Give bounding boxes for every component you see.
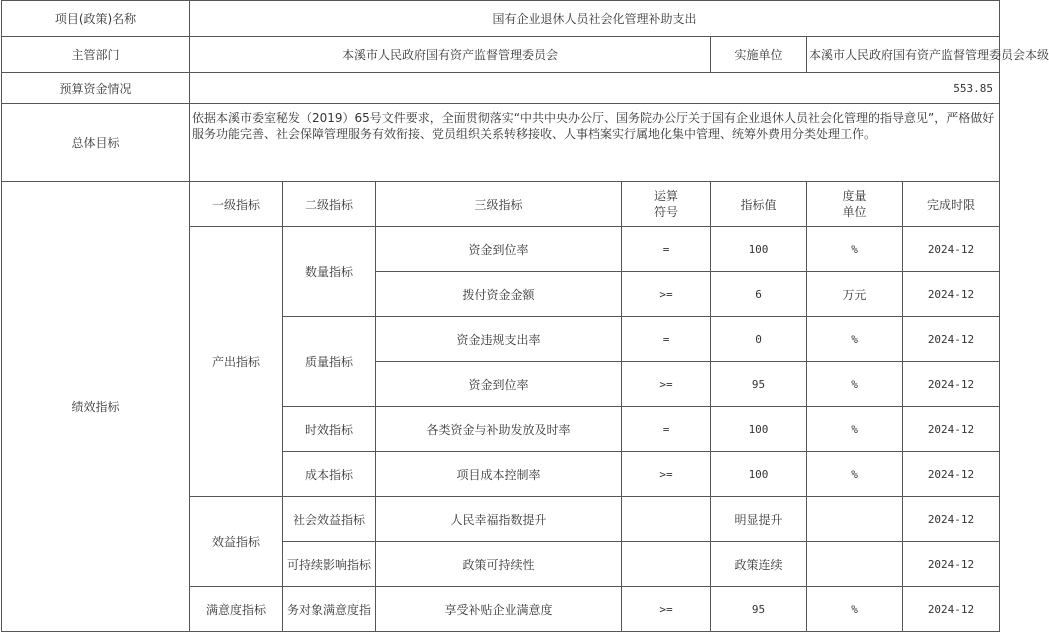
department-row [2,37,1000,73]
metric-unit [807,497,903,542]
metric-value: 100 [711,452,807,497]
metric-deadline: 2024-12 [903,542,1000,587]
goal-row [2,104,1000,182]
header-level2: 二级指标 [283,182,376,227]
metric-value: 95 [711,362,807,407]
metric-name: 政策可持续性 [376,542,622,587]
metric-operator: = [622,227,711,272]
metric-unit: % [807,452,903,497]
metric-operator [622,497,711,542]
metric-operator: >= [622,272,711,317]
metric-name: 项目成本控制率 [376,452,622,497]
metric-name: 享受补贴企业满意度 [376,587,622,632]
metric-deadline: 2024-12 [903,452,1000,497]
level1-benefit: 效益指标 [190,497,283,587]
implementer-label: 实施单位 [711,37,807,73]
budget-label: 预算资金情况 [2,73,190,104]
level1-satisfaction: 满意度指标 [190,587,283,632]
metric-unit: % [807,362,903,407]
metric-name: 资金到位率 [376,227,622,272]
level2-sustainability: 可持续影响指标 [283,542,376,587]
metric-deadline: 2024-12 [903,317,1000,362]
metric-value: 100 [711,227,807,272]
level2-service-satisfaction: 务对象满意度指 [283,587,376,632]
level2-quantity: 数量指标 [283,227,376,317]
metric-deadline: 2024-12 [903,407,1000,452]
metric-deadline: 2024-12 [903,497,1000,542]
metric-unit: 万元 [807,272,903,317]
header-level1: 一级指标 [190,182,283,227]
metric-operator: = [622,407,711,452]
header-deadline: 完成时限 [903,182,1000,227]
level2-quality: 质量指标 [283,317,376,407]
metric-name: 拨付资金金额 [376,272,622,317]
department-label: 主管部门 [2,37,190,73]
metric-name: 资金违规支出率 [376,317,622,362]
metric-unit: % [807,587,903,632]
metric-deadline: 2024-12 [903,227,1000,272]
department-value: 本溪市人民政府国有资产监督管理委员会 [190,37,711,73]
metric-deadline: 2024-12 [903,272,1000,317]
metric-value: 0 [711,317,807,362]
metric-unit [807,542,903,587]
metric-operator [622,542,711,587]
metric-operator: >= [622,362,711,407]
level1-output: 产出指标 [190,227,283,497]
metric-value: 100 [711,407,807,452]
goal-label: 总体目标 [2,104,190,182]
project-name-label: 项目(政策)名称 [2,1,190,37]
metric-name: 资金到位率 [376,362,622,407]
metric-name: 各类资金与补助发放及时率 [376,407,622,452]
performance-table [1,0,1049,632]
metric-value: 政策连续 [711,542,807,587]
metric-deadline: 2024-12 [903,362,1000,407]
metric-unit: % [807,407,903,452]
project-name-row [2,1,1000,37]
level2-timeliness: 时效指标 [283,407,376,452]
metric-operator: >= [622,587,711,632]
level2-cost: 成本指标 [283,452,376,497]
metric-value: 95 [711,587,807,632]
project-name-value: 国有企业退休人员社会化管理补助支出 [190,1,1000,37]
metric-operator: >= [622,452,711,497]
metric-operator: = [622,317,711,362]
metric-name: 人民幸福指数提升 [376,497,622,542]
metrics-section-label: 绩效指标 [2,182,190,632]
header-unit: 度量 单位 [807,182,903,227]
header-value: 指标值 [711,182,807,227]
header-operator: 运算 符号 [622,182,711,227]
metric-deadline: 2024-12 [903,587,1000,632]
metrics-header-row [2,182,1000,227]
level2-social-benefit: 社会效益指标 [283,497,376,542]
header-level3: 三级指标 [376,182,622,227]
metric-value: 明显提升 [711,497,807,542]
metric-unit: % [807,227,903,272]
budget-row [2,73,1000,104]
implementer-value: 本溪市人民政府国有资产监督管理委员会本级 [807,37,1000,73]
metric-value: 6 [711,272,807,317]
budget-value: 553.85 [190,73,1000,104]
metric-unit: % [807,317,903,362]
goal-value: 依据本溪市委室秘发（2019）65号文件要求，全面贯彻落实“中共中央办公厅、国务院办公厅关于国有企业退休人员社会化管理的指导意见”，严格做好服务功能完善、社会保障管理服务有效衔接、党员组织关系转移接收、人事档案实行属地化集中管理、统筹外费用分类处理工作。 [190,104,1000,182]
